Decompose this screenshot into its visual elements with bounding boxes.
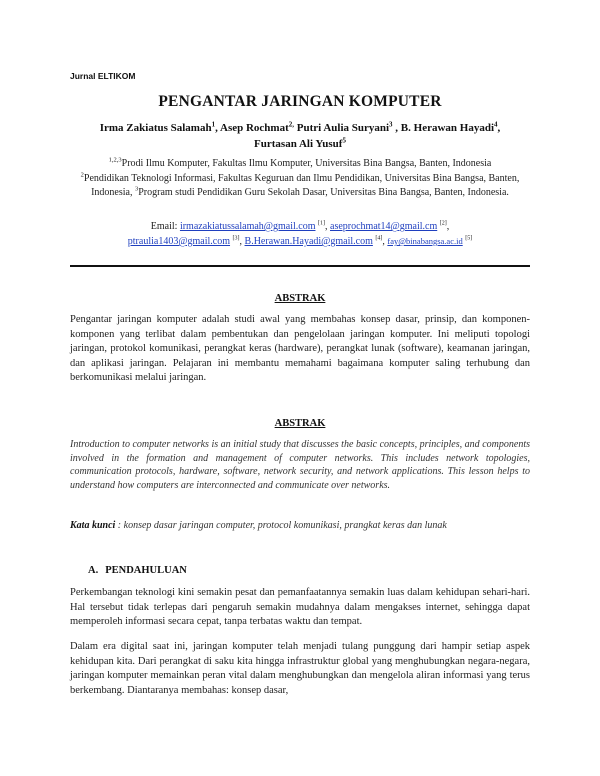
email-ref: [1] [318,220,325,227]
author-name: B. Herawan Hayadi [400,122,494,134]
email-label: Email: [150,221,178,232]
abstract-en-heading: ABSTRAK [274,418,326,429]
author-sep: , [215,122,220,134]
keywords-label: Kata kunci [70,520,116,531]
affiliation-sup: 2 [80,171,84,179]
email-link[interactable]: aseprochmat14@gmail.cm [330,221,438,232]
email-ref: [3] [232,235,240,242]
abstract-heading: ABSTRAK [274,293,326,304]
author-sup: 3 [389,120,393,129]
affiliation-text: Prodi Ilmu Komputer, Fakultas Ilmu Komputer, Universitas Bina Bangsa, Banten, Indonesia [121,158,492,169]
author-sup: 5 [342,136,346,145]
body-paragraph: Perkembangan teknologi kini semakin pesat dan pemanfaatannya semakin luas dalam kehidupan sehari-hari. Hal tersebut tidak terlepas dari pengaruh semakin mudahnya dalam mengakses internet, sehingga dapat memperoleh informasi secara cepat, tanpa terbatas waktu dan tempat. [70,587,530,627]
section-title: PENDAHULUAN [105,565,187,576]
keywords [70,520,530,531]
email-block: Email: irmazakiatussalamah@gmail.com [1], aseprochmat14@gmail.cm [2], ptraulia1403@gmail.com [3], B.Herawan.Hayadi@gmail.com [4], fay@binabangsa.ac.id [5] [127,220,473,247]
email-ref: [5] [465,235,473,242]
author-name: Putri Aulia Suryani [296,122,390,134]
email-link[interactable]: fay@binabangsa.ac.id [387,236,463,246]
abstract-en-text: Introduction to computer networks is an initial study that discusses the basic concepts, principles, and components involved in the formation and management of computer networks. This includes network topologies, communication protocols, hardware, software, network security, and network applications. This lesson helps to understand how computers are interconnected and communicate over networks. [70,439,530,491]
section-number: A. [88,565,99,576]
author-sep: , [392,122,401,134]
email-ref: [4] [375,235,383,242]
affiliation-sup: 1,2,3 [108,156,122,164]
author-sup: 4 [494,120,498,129]
author-name: Asep Rochmat [220,122,289,134]
author-name: Furtasan Ali Yusuf [254,138,343,150]
author-sep: , [497,122,501,134]
section-heading [88,565,187,576]
keywords-text: : konsep dasar jaringan computer, protocol komunikasi, prangkat keras dan lunak [117,520,447,531]
affiliation-text: Program studi Pendidikan Guru Sekolah Dasar, Universitas Bina Bangsa, Banten, Indonesia. [138,187,509,198]
email-link[interactable]: B.Herawan.Hayadi@gmail.com [244,236,373,247]
email-ref: [2] [439,220,447,227]
affiliation-text: Pendidikan Teknologi Informasi, Fakultas Keguruan dan Ilmu Pendidikan, Universitas Bina Bangsa, Banten, Indonesia, [83,172,520,198]
header-divider [70,265,530,267]
affiliations [70,157,530,201]
abstract-text: Pengantar jaringan komputer adalah studi awal yang membahas konsep dasar, prinsip, dan komponen-komponen yang terlibat dalam pembentukan dan pengelolaan jaringan komputer. Ini meliputi topologi jaringan, protokol komunikasi, perangkat keras (hardware), perangkat lunak (software), keamanan jaringan, dan aplikasi jaringan. Pelajaran ini membantu memahami bagaimana komputer saling terhubung dan berkomunikasi melalui jaringan. [70,314,530,383]
email-link[interactable]: ptraulia1403@gmail.com [127,236,231,247]
paper-title: PENGANTAR JARINGAN KOMPUTER [158,93,442,110]
affiliation-sup: 3 [134,185,139,193]
body-paragraph: Dalam era digital saat ini, jaringan komputer telah menjadi tulang punggung dari hampir setiap aspek kehidupan kita. Dari perangkat di saku kita hingga infrastruktur global yang menghubungkan negara-negara, jaringan komputer memainkan peran vital dalam menghubungkan dan mengelola aliran informasi yang terus berkembang. Diantaranya membahas: konsep dasar, [70,641,530,696]
journal-name: Jurnal ELTIKOM [70,71,136,81]
author-sup: 2, [288,120,294,129]
author-sup: 1 [211,120,216,129]
email-link[interactable]: irmazakiatussalamah@gmail.com [179,221,316,232]
author-list [70,120,530,152]
author-name: Irma Zakiatus Salamah [99,122,212,134]
